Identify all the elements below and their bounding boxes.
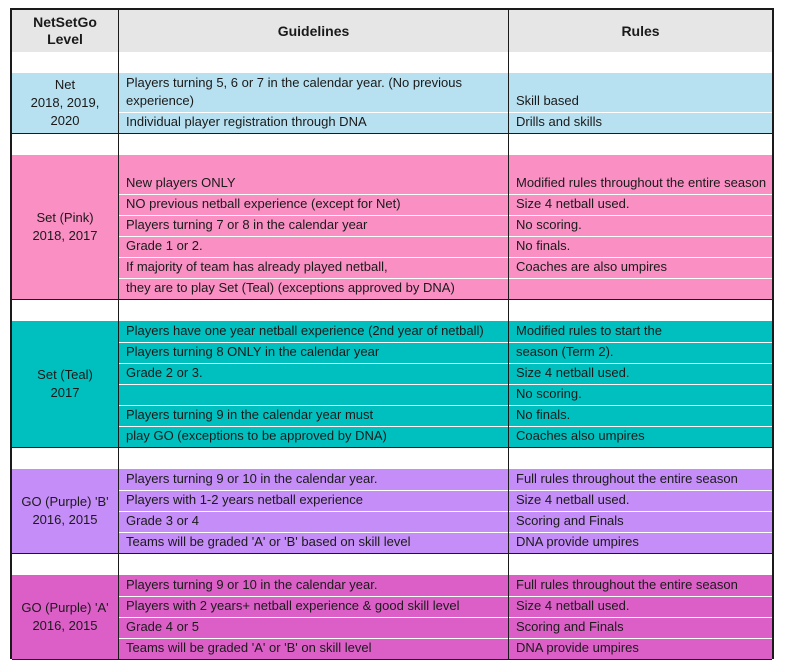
spacer-cell xyxy=(119,52,509,73)
guideline-cell: Teams will be graded 'A' or 'B' based on skill level xyxy=(119,532,509,553)
table-row xyxy=(119,215,772,237)
guideline-cell: they are to play Set (Teal) (exceptions approved by DNA) xyxy=(119,278,509,299)
section-set-teal xyxy=(12,321,772,448)
spacer-cell xyxy=(509,554,772,575)
guideline-cell: Players turning 9 in the calendar year must xyxy=(119,405,509,426)
guideline-cell: Players turning 9 or 10 in the calendar year. xyxy=(119,469,509,490)
level-cell: Set (Pink) 2018, 2017 xyxy=(12,155,119,299)
rule-cell: Skill based xyxy=(516,93,579,108)
guideline-cell: Grade 4 or 5 xyxy=(119,617,509,638)
netsetgo-table xyxy=(10,8,774,659)
section-go-a xyxy=(12,575,772,660)
rule-cell: Scoring and Finals xyxy=(516,619,624,634)
rule-cell: Full rules throughout the entire season xyxy=(516,577,738,592)
rule-cell: Modified rules throughout the entire season xyxy=(516,175,767,190)
header-rules: Rules xyxy=(621,22,660,39)
header-row xyxy=(12,10,772,53)
table-row xyxy=(119,511,772,533)
table-row xyxy=(119,257,772,279)
rule-cell: Size 4 netball used. xyxy=(516,598,630,613)
rule-cell: No scoring. xyxy=(516,386,582,401)
spacer-cell xyxy=(12,300,119,321)
guideline-cell: Players turning 9 or 10 in the calendar year. xyxy=(119,575,509,596)
table-row xyxy=(119,575,772,597)
guideline-cell: Players turning 7 or 8 in the calendar year xyxy=(119,215,509,236)
rule-cell: Scoring and Finals xyxy=(516,513,624,528)
guideline-cell: Players turning 8 ONLY in the calendar year xyxy=(119,342,509,363)
guideline-cell: New players ONLY xyxy=(119,155,509,194)
header-guidelines: Guidelines xyxy=(119,10,509,52)
rule-cell: DNA provide umpires xyxy=(516,640,639,655)
spacer-row xyxy=(12,448,772,470)
spacer-cell xyxy=(119,448,509,469)
spacer-cell xyxy=(509,52,772,73)
spacer-cell xyxy=(12,134,119,155)
spacer-cell xyxy=(509,134,772,155)
guideline-cell: Individual player registration through DNA xyxy=(119,112,509,133)
spacer-cell xyxy=(119,554,509,575)
level-cell: Set (Teal) 2017 xyxy=(12,321,119,447)
spacer-cell xyxy=(119,300,509,321)
section-set-pink xyxy=(12,155,772,300)
rule-cell xyxy=(509,278,772,299)
table-row xyxy=(119,617,772,639)
guideline-cell xyxy=(119,384,509,405)
table-row xyxy=(119,596,772,618)
rule-cell: Coaches also umpires xyxy=(516,428,645,443)
section-net xyxy=(12,73,772,134)
rule-cell: Size 4 netball used. xyxy=(516,196,630,211)
table-row xyxy=(119,426,772,447)
guideline-cell: Teams will be graded 'A' or 'B' on skill level xyxy=(119,638,509,659)
spacer-row xyxy=(12,554,772,576)
header-level: NetSetGo Level xyxy=(12,10,119,52)
table-row xyxy=(119,342,772,364)
table-row xyxy=(119,384,772,406)
guideline-cell: If majority of team has already played netball, xyxy=(119,257,509,278)
rule-cell: No scoring. xyxy=(516,217,582,232)
guideline-cell: Players turning 5, 6 or 7 in the calendar year. (No previous experience) xyxy=(119,73,509,112)
spacer-cell xyxy=(509,448,772,469)
guideline-cell: Grade 2 or 3. xyxy=(119,363,509,384)
spacer-cell xyxy=(12,52,119,73)
guideline-cell: play GO (exceptions to be approved by DNA) xyxy=(119,426,509,447)
rule-cell: No finals. xyxy=(516,407,571,422)
rule-cell: season (Term 2). xyxy=(516,344,614,359)
spacer-cell xyxy=(509,300,772,321)
spacer-row xyxy=(12,134,772,156)
spacer-cell xyxy=(119,134,509,155)
level-cell: GO (Purple) 'B' 2016, 2015 xyxy=(12,469,119,553)
section-go-b xyxy=(12,469,772,554)
guideline-cell: Players have one year netball experience (2nd year of netball) xyxy=(119,321,509,342)
spacer-cell xyxy=(12,554,119,575)
rule-cell: Coaches are also umpires xyxy=(516,259,668,274)
table-row xyxy=(119,405,772,427)
table-row xyxy=(119,363,772,385)
spacer-cell xyxy=(12,448,119,469)
rule-cell: Modified rules to start the xyxy=(516,323,662,338)
rule-cell: Drills and skills xyxy=(516,114,602,129)
table-row xyxy=(119,490,772,512)
rule-cell: No finals. xyxy=(516,238,571,253)
rule-cell: DNA provide umpires xyxy=(516,534,639,549)
table-row xyxy=(119,155,772,195)
table-row xyxy=(119,532,772,553)
table-row xyxy=(119,194,772,216)
table-row xyxy=(119,73,772,113)
table-row xyxy=(119,278,772,299)
level-cell: GO (Purple) 'A' 2016, 2015 xyxy=(12,575,119,659)
spacer-row xyxy=(12,52,772,74)
spacer-row xyxy=(12,300,772,322)
guideline-cell: Grade 1 or 2. xyxy=(119,236,509,257)
table-row xyxy=(119,236,772,258)
table-row xyxy=(119,469,772,491)
level-cell: Net 2018, 2019, 2020 xyxy=(12,73,119,133)
guideline-cell: Players with 1-2 years netball experience xyxy=(119,490,509,511)
table-row xyxy=(119,112,772,133)
rule-cell: Full rules throughout the entire season xyxy=(516,471,738,486)
guideline-cell: NO previous netball experience (except for Net) xyxy=(119,194,509,215)
table-row xyxy=(119,321,772,343)
rule-cell: Size 4 netball used. xyxy=(516,365,630,380)
guideline-cell: Players with 2 years+ netball experience & good skill level xyxy=(119,596,509,617)
table-row xyxy=(119,638,772,659)
guideline-cell: Grade 3 or 4 xyxy=(119,511,509,532)
rule-cell: Size 4 netball used. xyxy=(516,492,630,507)
